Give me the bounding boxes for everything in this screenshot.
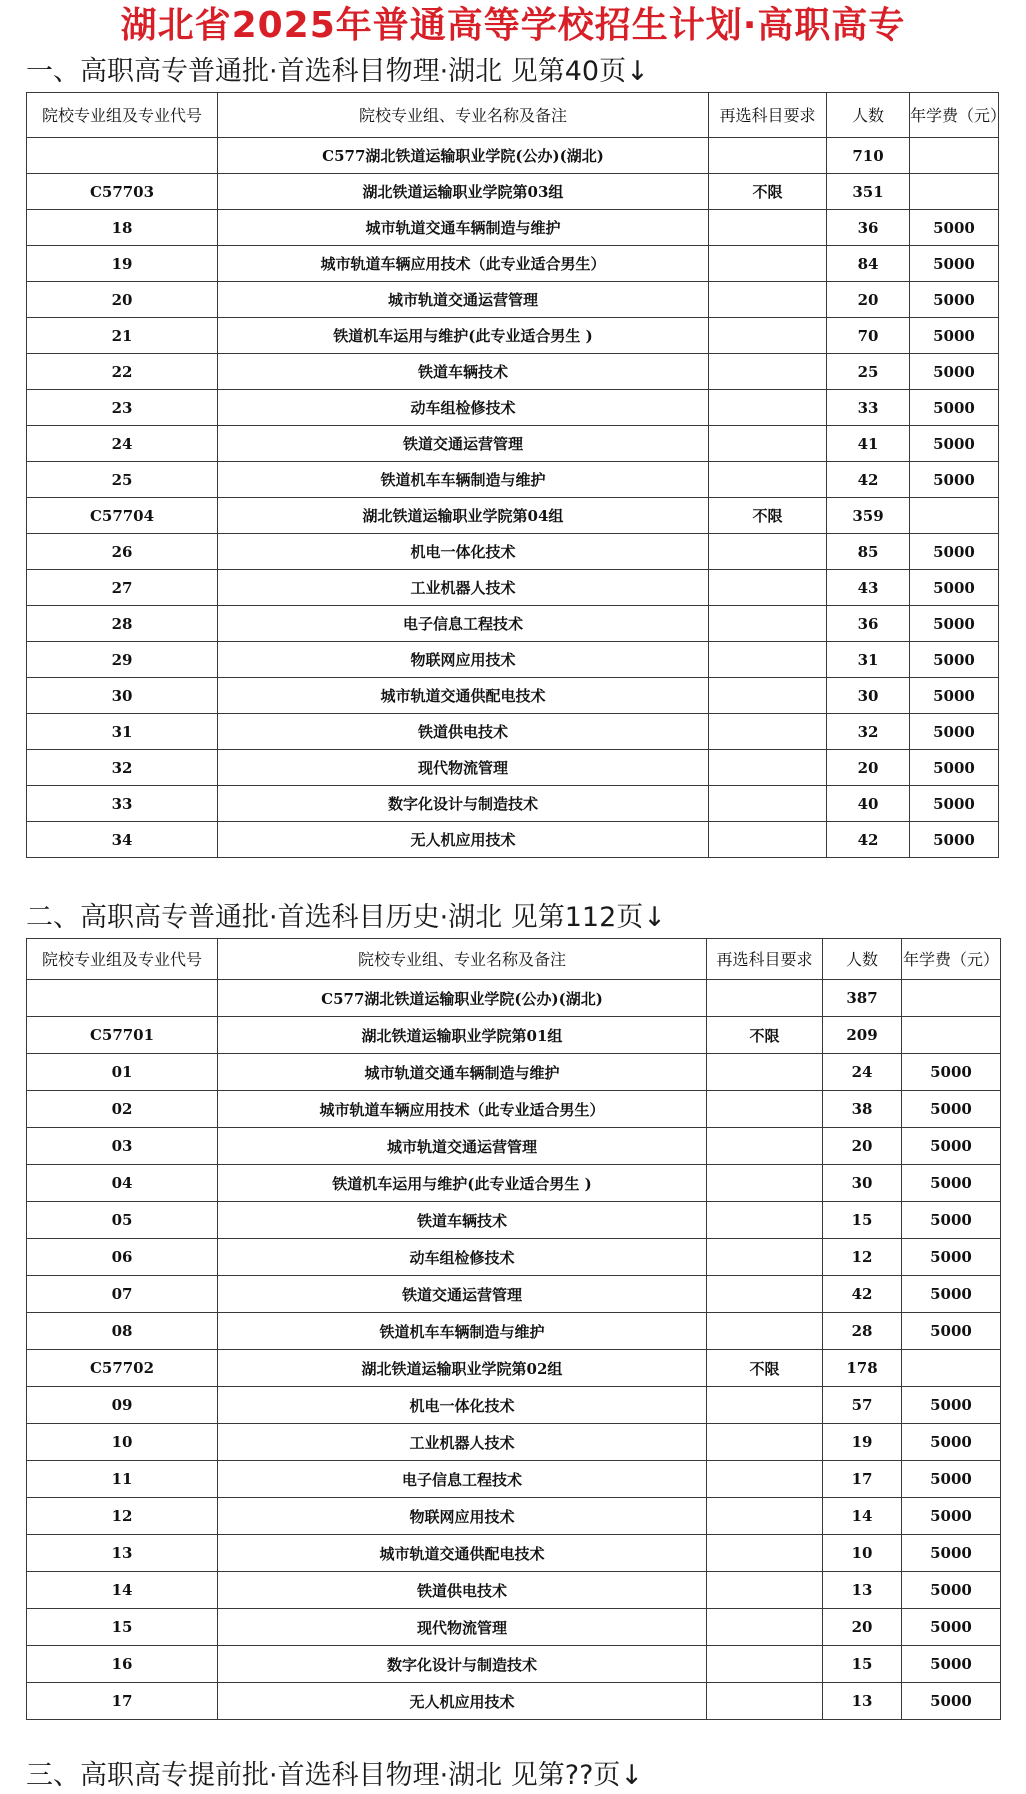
cell-subject-req: 不限: [707, 1017, 823, 1054]
col-header-subject-req: 再选科目要求: [707, 939, 823, 980]
cell-tuition: 5000: [902, 1683, 1001, 1720]
cell-count: 30: [827, 678, 910, 714]
cell-subject-req: [707, 1609, 823, 1646]
cell-name: 铁道机车车辆制造与维护: [218, 1313, 707, 1350]
cell-count: 70: [827, 318, 910, 354]
cell-subject-req: 不限: [707, 1350, 823, 1387]
table-row: [27, 1313, 1001, 1350]
col-header-name: 院校专业组、专业名称及备注: [218, 93, 709, 138]
cell-subject-req: [709, 354, 827, 390]
section-1-heading: 一、高职高专普通批·首选科目物理·湖北 见第40页↓: [26, 56, 649, 87]
table-row: [27, 174, 999, 210]
cell-code: 06: [27, 1239, 218, 1276]
cell-code: 30: [27, 678, 218, 714]
cell-tuition: 5000: [910, 750, 999, 786]
table-row: [27, 246, 999, 282]
cell-tuition: [902, 980, 1001, 1017]
cell-count: 20: [827, 282, 910, 318]
cell-name: 铁道交通运营管理: [218, 1276, 707, 1313]
cell-tuition: 5000: [902, 1646, 1001, 1683]
cell-name: 湖北铁道运输职业学院第04组: [218, 498, 709, 534]
cell-tuition: 5000: [910, 786, 999, 822]
col-header-code: 院校专业组及专业代号: [27, 939, 218, 980]
cell-code: 23: [27, 390, 218, 426]
section-2-heading: 二、高职高专普通批·首选科目历史·湖北 见第112页↓: [26, 902, 666, 933]
table-row: [27, 1017, 1001, 1054]
cell-subject-req: [707, 1535, 823, 1572]
cell-code: 22: [27, 354, 218, 390]
cell-count: 57: [823, 1387, 902, 1424]
col-header-tuition: 年学费（元）: [910, 93, 999, 138]
table-row: [27, 642, 999, 678]
cell-name: 铁道车辆技术: [218, 1202, 707, 1239]
cell-count: 41: [827, 426, 910, 462]
table-header-row: [27, 93, 999, 138]
cell-name: 机电一体化技术: [218, 1387, 707, 1424]
table-row: [27, 534, 999, 570]
cell-code: 14: [27, 1572, 218, 1609]
cell-subject-req: [709, 822, 827, 858]
cell-name: 电子信息工程技术: [218, 1461, 707, 1498]
cell-subject-req: [709, 570, 827, 606]
table-row: [27, 1609, 1001, 1646]
table-row: [27, 606, 999, 642]
cell-count: 15: [823, 1202, 902, 1239]
col-header-name: 院校专业组、专业名称及备注: [218, 939, 707, 980]
table-row: [27, 980, 1001, 1017]
cell-count: 14: [823, 1498, 902, 1535]
cell-code: C57701: [27, 1017, 218, 1054]
table-row: [27, 1350, 1001, 1387]
cell-subject-req: [707, 1128, 823, 1165]
cell-subject-req: [709, 714, 827, 750]
cell-tuition: 5000: [902, 1202, 1001, 1239]
table-row: [27, 1461, 1001, 1498]
cell-subject-req: 不限: [709, 174, 827, 210]
cell-tuition: 5000: [910, 210, 999, 246]
cell-name: 物联网应用技术: [218, 1498, 707, 1535]
cell-count: 20: [823, 1128, 902, 1165]
table-row: [27, 138, 999, 174]
cell-name: 城市轨道交通车辆制造与维护: [218, 210, 709, 246]
cell-subject-req: [709, 246, 827, 282]
cell-tuition: 5000: [910, 678, 999, 714]
cell-subject-req: [709, 318, 827, 354]
col-header-subject-req: 再选科目要求: [709, 93, 827, 138]
cell-count: 351: [827, 174, 910, 210]
table-row: [27, 1683, 1001, 1720]
cell-code: C57703: [27, 174, 218, 210]
table-row: [27, 1387, 1001, 1424]
cell-tuition: 5000: [902, 1572, 1001, 1609]
cell-code: 09: [27, 1387, 218, 1424]
table-row: [27, 498, 999, 534]
table-row: [27, 390, 999, 426]
cell-subject-req: [707, 980, 823, 1017]
cell-code: 10: [27, 1424, 218, 1461]
cell-subject-req: [707, 1387, 823, 1424]
cell-name: 城市轨道交通运营管理: [218, 1128, 707, 1165]
cell-name: 工业机器人技术: [218, 1424, 707, 1461]
col-header-count: 人数: [827, 93, 910, 138]
cell-tuition: 5000: [910, 606, 999, 642]
cell-count: 30: [823, 1165, 902, 1202]
cell-subject-req: [709, 750, 827, 786]
cell-tuition: 5000: [902, 1313, 1001, 1350]
cell-code: 17: [27, 1683, 218, 1720]
plan-table-history: [26, 938, 1001, 1720]
col-header-code: 院校专业组及专业代号: [27, 93, 218, 138]
cell-tuition: 5000: [910, 354, 999, 390]
cell-name: 铁道机车运用与维护(此专业适合男生 ): [218, 1165, 707, 1202]
cell-code: 29: [27, 642, 218, 678]
cell-name: 数字化设计与制造技术: [218, 786, 709, 822]
cell-tuition: [902, 1017, 1001, 1054]
cell-tuition: 5000: [902, 1128, 1001, 1165]
cell-tuition: 5000: [910, 714, 999, 750]
cell-tuition: [910, 138, 999, 174]
cell-subject-req: [707, 1054, 823, 1091]
table-row: [27, 462, 999, 498]
page-title: 湖北省2025年普通高等学校招生计划·高职高专: [120, 5, 906, 46]
table-row: [27, 1535, 1001, 1572]
cell-name: 动车组检修技术: [218, 390, 709, 426]
cell-name: 城市轨道交通运营管理: [218, 282, 709, 318]
cell-name: 铁道供电技术: [218, 714, 709, 750]
cell-subject-req: [709, 606, 827, 642]
cell-tuition: 5000: [910, 570, 999, 606]
table-row: [27, 1202, 1001, 1239]
table-row: [27, 678, 999, 714]
cell-subject-req: [709, 426, 827, 462]
cell-name: 机电一体化技术: [218, 534, 709, 570]
next-section-heading-partial: 三、高职高专提前批·首选科目物理·湖北 见第??页↓: [26, 1760, 644, 1791]
cell-name: 现代物流管理: [218, 1609, 707, 1646]
cell-subject-req: [709, 210, 827, 246]
cell-tuition: 5000: [902, 1276, 1001, 1313]
cell-count: 24: [823, 1054, 902, 1091]
cell-count: 12: [823, 1239, 902, 1276]
table-row: [27, 282, 999, 318]
cell-count: 10: [823, 1535, 902, 1572]
cell-tuition: 5000: [910, 642, 999, 678]
cell-name: 现代物流管理: [218, 750, 709, 786]
cell-subject-req: [709, 642, 827, 678]
cell-subject-req: [707, 1498, 823, 1535]
cell-count: 31: [827, 642, 910, 678]
cell-code: 04: [27, 1165, 218, 1202]
cell-code: [27, 980, 218, 1017]
table-row: [27, 1165, 1001, 1202]
cell-code: [27, 138, 218, 174]
cell-code: 33: [27, 786, 218, 822]
cell-name: 无人机应用技术: [218, 1683, 707, 1720]
cell-code: 11: [27, 1461, 218, 1498]
cell-tuition: 5000: [910, 426, 999, 462]
cell-code: 31: [27, 714, 218, 750]
cell-tuition: [910, 174, 999, 210]
cell-tuition: 5000: [902, 1054, 1001, 1091]
cell-code: 18: [27, 210, 218, 246]
cell-code: 01: [27, 1054, 218, 1091]
table-row: [27, 318, 999, 354]
table-row: [27, 822, 999, 858]
cell-code: 27: [27, 570, 218, 606]
cell-name: 湖北铁道运输职业学院第02组: [218, 1350, 707, 1387]
cell-subject-req: [709, 390, 827, 426]
cell-subject-req: [707, 1461, 823, 1498]
cell-count: 38: [823, 1091, 902, 1128]
cell-tuition: 5000: [902, 1387, 1001, 1424]
cell-code: 03: [27, 1128, 218, 1165]
cell-subject-req: [707, 1313, 823, 1350]
cell-code: 15: [27, 1609, 218, 1646]
cell-tuition: 5000: [910, 822, 999, 858]
cell-code: 12: [27, 1498, 218, 1535]
cell-subject-req: [709, 534, 827, 570]
cell-name: 动车组检修技术: [218, 1239, 707, 1276]
plan-table-physics: [26, 92, 1007, 858]
cell-subject-req: [707, 1572, 823, 1609]
table-row: [27, 1239, 1001, 1276]
cell-code: C57704: [27, 498, 218, 534]
cell-count: 20: [823, 1609, 902, 1646]
cell-count: 84: [827, 246, 910, 282]
cell-name: 湖北铁道运输职业学院第03组: [218, 174, 709, 210]
cell-subject-req: [707, 1646, 823, 1683]
cell-count: 13: [823, 1683, 902, 1720]
cell-subject-req: [707, 1239, 823, 1276]
cell-tuition: 5000: [910, 534, 999, 570]
cell-subject-req: 不限: [709, 498, 827, 534]
cell-count: 43: [827, 570, 910, 606]
cell-count: 28: [823, 1313, 902, 1350]
cell-name: C577湖北铁道运输职业学院(公办)(湖北): [218, 138, 709, 174]
cell-count: 19: [823, 1424, 902, 1461]
cell-name: 工业机器人技术: [218, 570, 709, 606]
cell-count: 36: [827, 210, 910, 246]
cell-count: 20: [827, 750, 910, 786]
cell-count: 17: [823, 1461, 902, 1498]
cell-tuition: 5000: [910, 462, 999, 498]
cell-tuition: 5000: [902, 1239, 1001, 1276]
cell-code: 13: [27, 1535, 218, 1572]
cell-name: 城市轨道交通供配电技术: [218, 1535, 707, 1572]
col-header-tuition: 年学费（元）: [902, 939, 1001, 980]
cell-code: 24: [27, 426, 218, 462]
cell-tuition: 5000: [910, 246, 999, 282]
cell-subject-req: [709, 282, 827, 318]
cell-code: 07: [27, 1276, 218, 1313]
cell-name: 电子信息工程技术: [218, 606, 709, 642]
cell-name: C577湖北铁道运输职业学院(公办)(湖北): [218, 980, 707, 1017]
cell-count: 42: [823, 1276, 902, 1313]
cell-code: 16: [27, 1646, 218, 1683]
table-row: [27, 1128, 1001, 1165]
cell-code: 08: [27, 1313, 218, 1350]
table-row: [27, 354, 999, 390]
cell-tuition: 5000: [902, 1424, 1001, 1461]
table-row: [27, 1572, 1001, 1609]
table-row: [27, 426, 999, 462]
cell-tuition: 5000: [902, 1091, 1001, 1128]
cell-code: 21: [27, 318, 218, 354]
cell-count: 32: [827, 714, 910, 750]
cell-name: 铁道车辆技术: [218, 354, 709, 390]
cell-name: 铁道供电技术: [218, 1572, 707, 1609]
cell-subject-req: [707, 1202, 823, 1239]
cell-name: 物联网应用技术: [218, 642, 709, 678]
cell-code: 02: [27, 1091, 218, 1128]
cell-name: 湖北铁道运输职业学院第01组: [218, 1017, 707, 1054]
cell-subject-req: [707, 1683, 823, 1720]
cell-subject-req: [709, 462, 827, 498]
table-header-row: [27, 939, 1001, 980]
cell-count: 25: [827, 354, 910, 390]
cell-code: 26: [27, 534, 218, 570]
cell-name: 城市轨道车辆应用技术（此专业适合男生）: [218, 246, 709, 282]
cell-count: 42: [827, 822, 910, 858]
table-row: [27, 570, 999, 606]
cell-count: 209: [823, 1017, 902, 1054]
cell-subject-req: [709, 786, 827, 822]
cell-name: 城市轨道交通车辆制造与维护: [218, 1054, 707, 1091]
cell-count: 42: [827, 462, 910, 498]
cell-tuition: 5000: [910, 390, 999, 426]
cell-count: 36: [827, 606, 910, 642]
cell-tuition: 5000: [910, 282, 999, 318]
cell-count: 33: [827, 390, 910, 426]
table-row: [27, 1091, 1001, 1128]
cell-name: 铁道机车车辆制造与维护: [218, 462, 709, 498]
cell-count: 387: [823, 980, 902, 1017]
cell-count: 13: [823, 1572, 902, 1609]
cell-subject-req: [709, 138, 827, 174]
cell-subject-req: [707, 1091, 823, 1128]
cell-name: 铁道交通运营管理: [218, 426, 709, 462]
cell-tuition: 5000: [910, 318, 999, 354]
cell-tuition: 5000: [902, 1461, 1001, 1498]
cell-name: 城市轨道交通供配电技术: [218, 678, 709, 714]
table-row: [27, 714, 999, 750]
cell-tuition: [902, 1350, 1001, 1387]
cell-code: 05: [27, 1202, 218, 1239]
cell-name: 数字化设计与制造技术: [218, 1646, 707, 1683]
cell-code: 19: [27, 246, 218, 282]
cell-name: 城市轨道车辆应用技术（此专业适合男生）: [218, 1091, 707, 1128]
cell-count: 85: [827, 534, 910, 570]
cell-code: C57702: [27, 1350, 218, 1387]
cell-code: 34: [27, 822, 218, 858]
cell-count: 710: [827, 138, 910, 174]
cell-code: 28: [27, 606, 218, 642]
cell-count: 40: [827, 786, 910, 822]
table-row: [27, 750, 999, 786]
cell-count: 359: [827, 498, 910, 534]
table-row: [27, 1424, 1001, 1461]
cell-tuition: 5000: [902, 1165, 1001, 1202]
cell-subject-req: [707, 1424, 823, 1461]
table-row: [27, 786, 999, 822]
cell-subject-req: [709, 678, 827, 714]
cell-code: 20: [27, 282, 218, 318]
table-row: [27, 1646, 1001, 1683]
cell-tuition: [910, 498, 999, 534]
cell-name: 无人机应用技术: [218, 822, 709, 858]
cell-count: 178: [823, 1350, 902, 1387]
cell-subject-req: [707, 1276, 823, 1313]
table-row: [27, 1276, 1001, 1313]
cell-tuition: 5000: [902, 1535, 1001, 1572]
table-row: [27, 1498, 1001, 1535]
cell-name: 铁道机车运用与维护(此专业适合男生 ): [218, 318, 709, 354]
cell-code: 25: [27, 462, 218, 498]
cell-tuition: 5000: [902, 1609, 1001, 1646]
cell-tuition: 5000: [902, 1498, 1001, 1535]
cell-code: 32: [27, 750, 218, 786]
cell-count: 15: [823, 1646, 902, 1683]
table-row: [27, 210, 999, 246]
cell-subject-req: [707, 1165, 823, 1202]
col-header-count: 人数: [823, 939, 902, 980]
table-row: [27, 1054, 1001, 1091]
